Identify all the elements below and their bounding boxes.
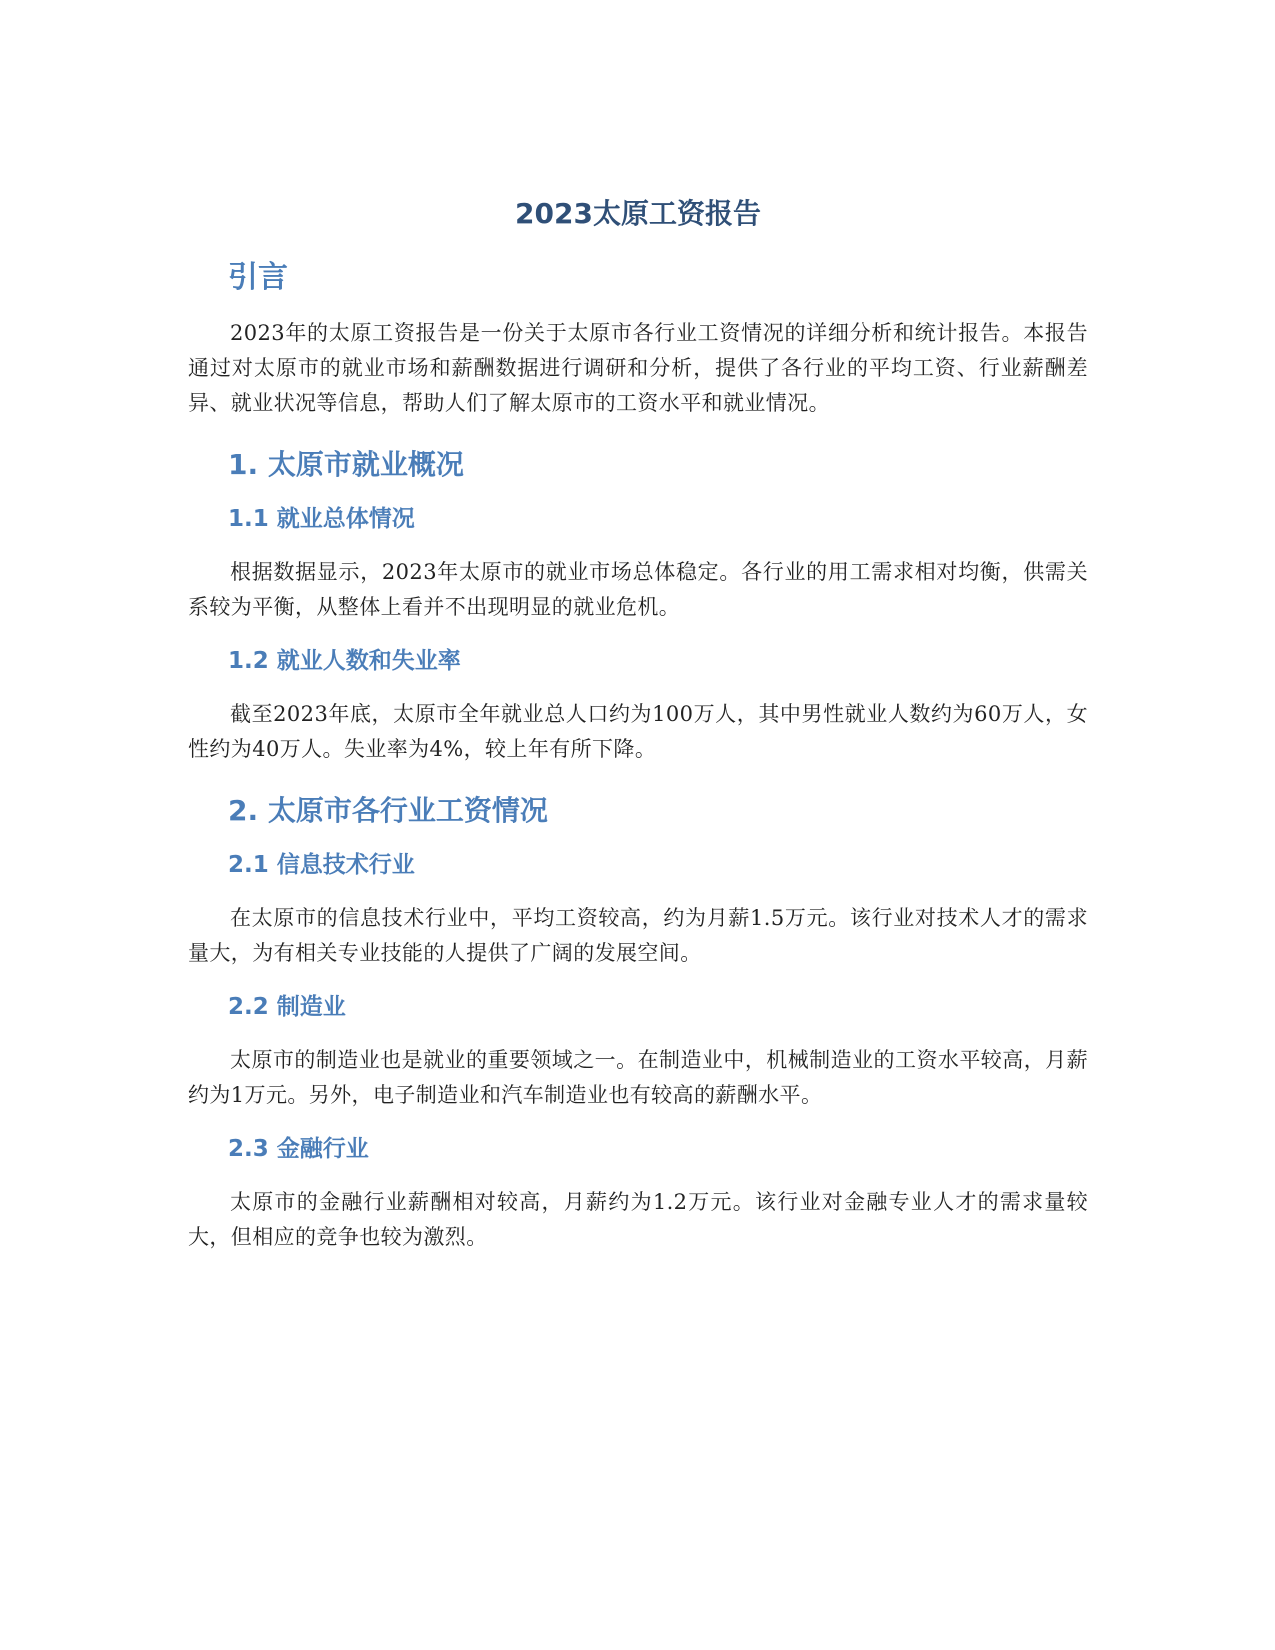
section-2-3-heading: 2.3 金融行业 — [228, 1136, 369, 1162]
section-1-2-heading: 1.2 就业人数和失业率 — [228, 648, 461, 674]
section-2-2-heading: 2.2 制造业 — [228, 994, 346, 1020]
section-2-1-paragraph: 在太原市的信息技术行业中，平均工资较高，约为月薪1.5万元。该行业对技术人才的需求量大，为有相关专业技能的人提供了广阔的发展空间。 — [188, 906, 1088, 965]
section-2-1-heading: 2.1 信息技术行业 — [228, 852, 415, 878]
section-1-1-heading: 1.1 就业总体情况 — [228, 506, 415, 532]
intro-paragraph: 2023年的太原工资报告是一份关于太原市各行业工资情况的详细分析和统计报告。本报告通过对太原市的就业市场和薪酬数据进行调研和分析，提供了各行业的平均工资、行业薪酬差异、就业状况等信息，帮助人们了解太原市的工资水平和就业情况。 — [188, 321, 1088, 415]
section-2-heading: 2. 太原市各行业工资情况 — [228, 794, 548, 827]
section-2-2-paragraph: 太原市的制造业也是就业的重要领域之一。在制造业中，机械制造业的工资水平较高，月薪约为1万元。另外，电子制造业和汽车制造业也有较高的薪酬水平。 — [188, 1048, 1088, 1107]
document-content — [188, 196, 1088, 1275]
section-1-heading: 1. 太原市就业概况 — [228, 448, 464, 481]
document-title: 2023太原工资报告 — [515, 197, 761, 230]
intro-heading: 引言 — [228, 260, 288, 295]
section-1-2-paragraph: 截至2023年底，太原市全年就业总人口约为100万人，其中男性就业人数约为60万人，女性约为40万人。失业率为4%，较上年有所下降。 — [188, 702, 1088, 761]
section-1-1-paragraph: 根据数据显示，2023年太原市的就业市场总体稳定。各行业的用工需求相对均衡，供需关系较为平衡，从整体上看并不出现明显的就业危机。 — [188, 560, 1088, 619]
section-2-3-paragraph: 太原市的金融行业薪酬相对较高，月薪约为1.2万元。该行业对金融专业人才的需求量较大，但相应的竞争也较为激烈。 — [188, 1190, 1088, 1249]
